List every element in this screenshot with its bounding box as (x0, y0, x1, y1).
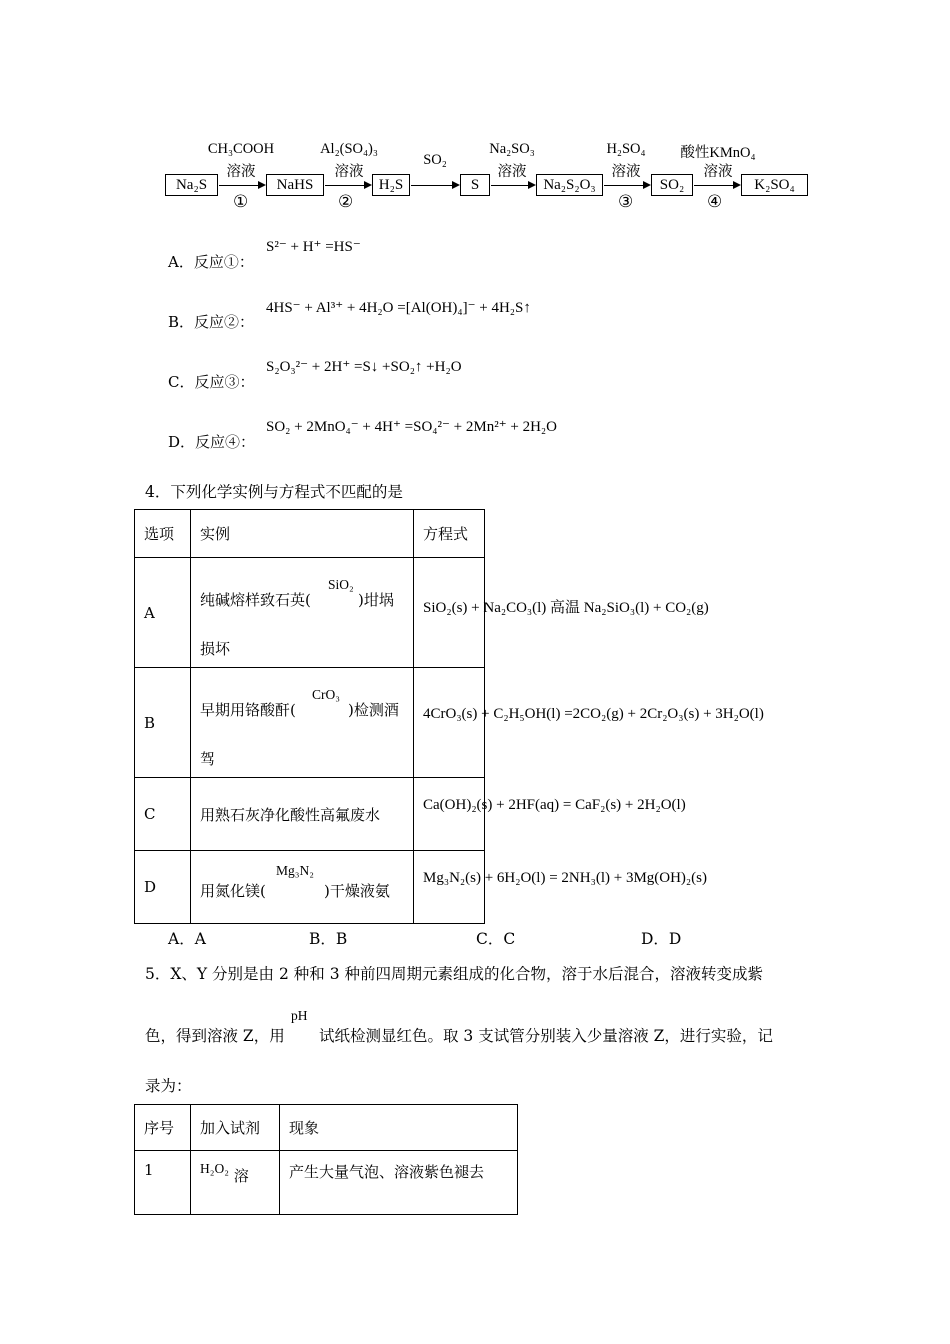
arrow-solvent-label: 溶液 (703, 164, 733, 180)
question-5-table (134, 1104, 518, 1215)
example-text: 纯碱熔样致石英( (200, 590, 311, 609)
table-cell-option: A (135, 558, 191, 668)
table-cell-example (191, 668, 414, 778)
question-4-stem: 4．下列化学实例与方程式不匹配的是 (145, 483, 403, 501)
example-text: )干燥液氨 (324, 882, 390, 900)
option-b-equation: 4HS⁻ + Al³⁺ + 4H₂O =[Al(OH)₄]⁻ + 4H₂S↑ (266, 300, 531, 316)
example-text: )检测酒 (348, 700, 399, 719)
flow-arrow (411, 185, 458, 186)
table-row (135, 851, 485, 924)
table-header: 现象 (280, 1105, 518, 1151)
equation-c: Ca(OH)₂(s) + 2HF(aq) = CaF₂(s) + 2H₂O(l) (423, 797, 686, 813)
table-header: 方程式 (414, 510, 485, 558)
option-c-equation: S₂O₃²⁻ + 2H⁺ =S↓ +SO₂↑ +H₂O (266, 359, 462, 375)
example-text: 驾 (200, 749, 216, 768)
option-d-equation: SO₂ + 2MnO₄⁻ + 4H⁺ =SO₄²⁻ + 2Mn²⁺ + 2H₂O (266, 419, 557, 435)
example-text: 用氮化镁( (200, 882, 266, 900)
flow-arrow (694, 185, 739, 186)
choice-b: B．B (309, 930, 348, 948)
arrow-solvent-label: 溶液 (497, 164, 527, 180)
arrow-reagent-label: 酸性KMnO₄ (680, 145, 756, 161)
example-text: )坩埚 (358, 590, 394, 609)
equation-d: Mg₃N₂(s) + 6H₂O(l) = 2NH₃(l) + 3Mg(OH)₂(s) (423, 870, 707, 886)
arrow-reagent-label: SO₂ (423, 152, 447, 168)
arrow-solvent-label: 溶液 (334, 164, 364, 180)
table-cell-example (191, 558, 414, 668)
table-cell-phenomenon: 产生大量气泡、溶液紫色褪去 (280, 1151, 518, 1215)
table-cell-option: D (135, 851, 191, 924)
choice-c: C．C (476, 930, 516, 948)
table-row (135, 1151, 518, 1215)
step-number: ① (233, 192, 249, 212)
arrow-solvent-label: 溶液 (611, 164, 641, 180)
flow-arrow (219, 185, 264, 186)
choice-a: A．A (168, 930, 206, 948)
arrow-reagent-label: Al₂(SO₄)₃ (320, 141, 378, 157)
option-a-equation: S²⁻ + H⁺ =HS⁻ (266, 239, 361, 255)
example-text: 早期用铬酸酐( (200, 700, 296, 719)
formula-label: Mg₃N₂ (276, 863, 314, 878)
formula-label: CrO₃ (312, 686, 340, 702)
flow-arrow (325, 185, 370, 186)
flow-box-s: S (460, 174, 490, 196)
reagent-formula: H₂O₂ (200, 1161, 229, 1176)
question-5-line3: 录为： (145, 1077, 192, 1095)
question-5-line2a: 色，得到溶液 Z，用 (145, 1027, 285, 1045)
step-number: ④ (707, 192, 723, 212)
table-cell-option: B (135, 668, 191, 778)
choice-d: D．D (641, 930, 682, 948)
equation-b: 4CrO₃(s) + C₂H₅OH(l) =2CO₂(g) + 2Cr₂O₃(s) + 3H₂O(l) (423, 706, 764, 722)
table-cell-reagent (191, 1151, 280, 1215)
option-b-label: B．反应②： (168, 313, 255, 331)
option-d-label: D．反应④： (168, 433, 256, 451)
table-cell-example (191, 851, 414, 924)
question-5-line1: 5．X、Y 分别是由 2 种和 3 种前四周期元素组成的化合物，溶于水后混合，溶液转变成紫 (145, 965, 763, 983)
flow-box-na2s2o3: Na₂S₂O₃ (536, 174, 603, 196)
flow-box-k2so4: K₂SO₄ (741, 174, 808, 196)
option-c-label: C．反应③： (168, 373, 255, 391)
table-header: 实例 (191, 510, 414, 558)
question-5-line2b: 试纸检测显红色。取 3 支试管分别装入少量溶液 Z，进行实验，记 (319, 1027, 773, 1045)
flow-box-na2s: Na₂S (165, 174, 218, 196)
option-a-label: A．反应①： (168, 253, 254, 271)
step-number: ③ (618, 192, 634, 212)
flow-arrow (604, 185, 649, 186)
arrow-reagent-label: H₂SO₄ (606, 141, 646, 157)
ph-label: pH (291, 1008, 308, 1023)
step-number: ② (338, 192, 354, 212)
table-header: 序号 (135, 1105, 191, 1151)
table-row (135, 778, 485, 851)
arrow-solvent-label: 溶液 (226, 164, 256, 180)
table-cell-example: 用熟石灰净化酸性高氟废水 (191, 778, 414, 851)
arrow-reagent-label: Na₂SO₃ (489, 141, 535, 157)
arrow-reagent-label: CH₃COOH (207, 141, 275, 157)
flow-box-so2: SO₂ (651, 174, 693, 196)
table-header: 选项 (135, 510, 191, 558)
table-cell-number: 1 (135, 1151, 191, 1215)
reagent-suffix: 溶 (233, 1167, 249, 1185)
flow-arrow (491, 185, 534, 186)
table-header: 加入试剂 (191, 1105, 280, 1151)
formula-label: SiO₂ (328, 576, 354, 592)
equation-a: SiO₂(s) + Na₂CO₃(l) 高温 Na₂SiO₃(l) + CO₂(g) (423, 600, 709, 616)
table-cell-option: C (135, 778, 191, 851)
flow-box-h2s: H₂S (372, 174, 410, 196)
flow-box-nahs: NaHS (266, 174, 324, 196)
example-text: 损坏 (200, 639, 231, 658)
